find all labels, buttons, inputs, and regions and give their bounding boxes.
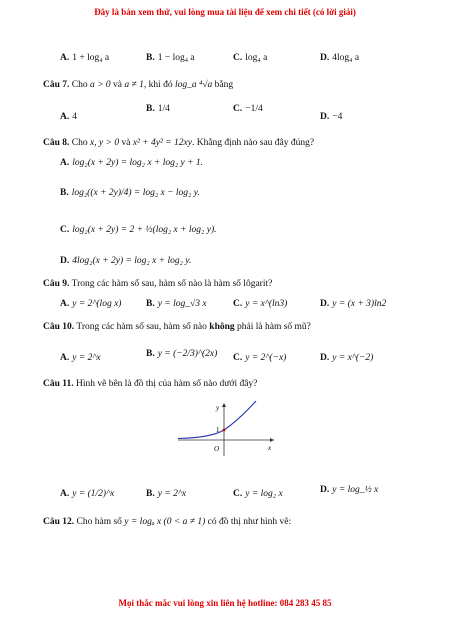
q6-d-text: 4log₄ a xyxy=(332,53,360,63)
q12-number: Câu 12. xyxy=(43,517,75,527)
q7-number: Câu 7. xyxy=(43,80,70,90)
q8-a-text: log₂(x + 2y) = log₂ x + log₂ y + 1. xyxy=(72,158,204,168)
preview-banner: Đây là bản xem thử, vui lòng mua tài liệu để xem chi tiết (có lời giải) xyxy=(94,7,356,17)
q9-a-text: y = 2^(log x) xyxy=(72,299,122,309)
q11-option-c[interactable] xyxy=(233,489,283,499)
option-label: D. xyxy=(320,353,330,363)
option-label: D. xyxy=(60,256,70,266)
y-axis-label: y xyxy=(216,404,220,412)
q10-text: Trong các hàm số sau, hàm số nào xyxy=(76,322,207,332)
q7-cond1: a > 0 xyxy=(90,80,111,90)
exponential-graph xyxy=(170,398,278,458)
option-label: D. xyxy=(320,485,330,495)
q7-option-c[interactable] xyxy=(233,104,263,114)
q8-and: và xyxy=(121,138,131,148)
q10-option-d[interactable] xyxy=(320,353,373,363)
option-label: A. xyxy=(60,53,70,63)
y-axis-arrow xyxy=(222,403,226,407)
q6-option-b[interactable] xyxy=(146,53,195,63)
q9-b-text: y = log_√3 x xyxy=(157,299,207,309)
q9-number: Câu 9. xyxy=(43,279,70,289)
x-axis-label: x xyxy=(268,444,272,452)
option-label: D. xyxy=(320,299,330,309)
q11-number: Câu 11. xyxy=(43,379,74,389)
q6-option-a[interactable] xyxy=(60,53,109,63)
q12-stem xyxy=(43,517,291,527)
q6-b-text: 1 − log₄ a xyxy=(157,53,195,63)
q10-option-b[interactable] xyxy=(146,349,217,359)
q9-option-b[interactable] xyxy=(146,299,207,309)
q11-c-text: y = log₂ x xyxy=(245,489,283,499)
q6-option-d[interactable] xyxy=(320,53,359,63)
q8-question: . Khẳng định nào sau đây đúng? xyxy=(191,138,315,148)
q10-b-text: y = (−2/3)^(2x) xyxy=(157,349,218,359)
q11-d-text: y = log_½ x xyxy=(332,485,379,495)
q8-option-b[interactable] xyxy=(60,188,200,198)
q7-b-text: 1/4 xyxy=(157,104,170,114)
q10-c-text: y = 2^(−x) xyxy=(245,353,287,363)
option-label: D. xyxy=(320,53,330,63)
q8-c-text: log₂(x + 2y) = 2 + ½(log₂ x + log₂ y). xyxy=(72,225,217,235)
q9-option-a[interactable] xyxy=(60,299,121,309)
q10-number: Câu 10. xyxy=(43,322,75,332)
q7-cond2: a ≠ 1 xyxy=(124,80,144,90)
q8-option-c[interactable] xyxy=(60,225,217,235)
q11-option-b[interactable] xyxy=(146,489,186,499)
q12-text-end: có đồ thị như hình vẽ: xyxy=(207,517,292,527)
option-label: B. xyxy=(60,188,69,198)
option-label: B. xyxy=(146,104,155,114)
q12-text: Cho hàm số xyxy=(76,517,122,527)
q8-cond: x, y > 0 xyxy=(90,138,120,148)
q7-d-text: −4 xyxy=(332,112,343,122)
option-label: B. xyxy=(146,489,155,499)
q10-option-c[interactable] xyxy=(233,353,286,363)
q10-stem xyxy=(43,322,311,332)
q7-option-a[interactable] xyxy=(60,112,77,122)
q8-stem xyxy=(43,138,314,148)
q9-c-text: y = x^(ln3) xyxy=(245,299,288,309)
origin-label: O xyxy=(214,445,220,453)
option-label: C. xyxy=(233,104,243,114)
q11-option-d[interactable] xyxy=(320,485,378,495)
q9-text: Trong các hàm số sau, hàm số nào là hàm số lôgarit? xyxy=(71,279,273,289)
q6-a-text: 1 + log₄ a xyxy=(72,53,110,63)
option-label: A. xyxy=(60,112,70,122)
option-label: A. xyxy=(60,299,70,309)
q11-stem xyxy=(43,379,257,389)
q7-option-d[interactable] xyxy=(320,112,342,122)
x-axis-arrow xyxy=(270,438,274,442)
q8-d-text: 4log₂(x + 2y) = log₂ x + log₂ y. xyxy=(72,256,192,266)
option-label: A. xyxy=(60,489,70,499)
q11-option-a[interactable] xyxy=(60,489,114,499)
q11-b-text: y = 2^x xyxy=(157,489,187,499)
q8-text: Cho xyxy=(71,138,88,148)
q10-option-a[interactable] xyxy=(60,353,101,363)
q6-option-c[interactable] xyxy=(233,53,267,63)
q6-c-text: log₄ a xyxy=(245,53,268,63)
q8-b-text: log₂((x + 2y)/4) = log₂ x − log₂ y. xyxy=(71,188,200,198)
q10-text-end: phải là hàm số mũ? xyxy=(237,322,311,332)
option-label: C. xyxy=(233,299,243,309)
q7-option-b[interactable] xyxy=(146,104,170,114)
q9-option-d[interactable] xyxy=(320,299,386,309)
q10-emphasis: không xyxy=(209,322,235,332)
q7-a-text: 4 xyxy=(72,112,77,122)
q11-a-text: y = (1/2)^x xyxy=(72,489,115,499)
q7-c-text: −1/4 xyxy=(245,104,263,114)
option-label: B. xyxy=(146,299,155,309)
option-label: C. xyxy=(233,53,243,63)
q10-d-text: y = x^(−2) xyxy=(332,353,374,363)
intercept-point xyxy=(223,429,226,432)
option-label: B. xyxy=(146,53,155,63)
hotline-footer: Mọi thắc mắc vui lòng xin liên hệ hotline: 084 283 45 85 xyxy=(118,598,332,608)
option-label: C. xyxy=(60,225,70,235)
y-tick-label: 1 xyxy=(216,426,220,434)
q10-a-text: y = 2^x xyxy=(72,353,101,363)
q8-equation: x² + 4y² = 12xy xyxy=(132,138,192,148)
option-label: A. xyxy=(60,353,70,363)
option-label: B. xyxy=(146,349,155,359)
q7-and: và xyxy=(113,80,123,90)
q7-text: Cho xyxy=(71,80,88,90)
option-label: C. xyxy=(233,353,243,363)
q7-when: , khi đó xyxy=(143,80,173,90)
option-label: A. xyxy=(60,158,70,168)
q8-option-a[interactable] xyxy=(60,158,203,168)
q8-option-d[interactable] xyxy=(60,256,191,266)
q9-option-c[interactable] xyxy=(233,299,287,309)
q7-expr: log_a ⁴√a xyxy=(175,80,213,90)
q7-equals: bằng xyxy=(214,80,234,90)
q7-stem xyxy=(43,80,233,90)
q9-d-text: y = (x + 3)ln2 xyxy=(332,299,387,309)
q12-expr: y = logₐ x (0 < a ≠ 1) xyxy=(124,517,206,527)
q11-text: Hình vẽ bên là đồ thị của hàm số nào dưới đây? xyxy=(76,379,258,389)
q9-stem xyxy=(43,279,272,289)
option-label: C. xyxy=(233,489,243,499)
option-label: D. xyxy=(320,112,330,122)
q8-number: Câu 8. xyxy=(43,138,70,148)
